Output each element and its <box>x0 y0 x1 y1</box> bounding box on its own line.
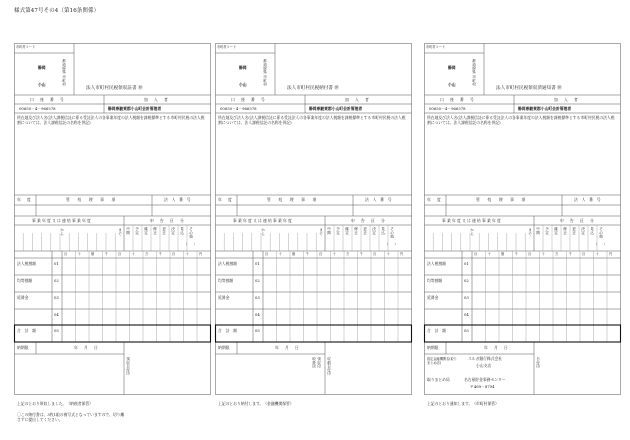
due-date-label: 納期限 <box>17 345 29 350</box>
address-instruction: 所在地及び法人名(法人課税信託に係る受託法人の各事業年度の法人税額を課税標準とする市町村民税の法人税割については、法人課税信託の名称を併記) <box>17 115 205 125</box>
from-label: から <box>60 228 65 236</box>
collection-office-zip: 〒469－8794 <box>470 384 495 389</box>
filing-type-label: 申 告 区 分 <box>150 218 185 223</box>
filing-type-option: その他 <box>189 227 194 238</box>
account-number-label: 口 座 番 号 <box>440 97 475 102</box>
digit-unit-label: 十 <box>595 252 599 256</box>
digit-unit-label: 円 <box>199 252 203 256</box>
address-instruction: 所在地及び法人名(法人課税信託に係る受託法人の各事業年度の法人税額を課税標準とする市町村民税の法人税割については、法人課税信託の名称を併記) <box>427 115 615 125</box>
amount-row-code: 03 <box>255 295 260 300</box>
subscriber-label: 加 入 者 <box>345 97 370 102</box>
office-matters-label: 管 処 理 事 項 <box>267 197 317 202</box>
corporate-number-label: 法 人 番 号 <box>164 197 191 202</box>
amount-row-code: 04 <box>255 312 260 317</box>
filing-type-option: 修正 <box>563 227 568 235</box>
filing-note: （ ） <box>385 242 398 246</box>
digit-unit-label: 十 <box>332 252 336 256</box>
filing-type-option: その他 <box>599 227 604 238</box>
digit-unit-label: 千 <box>514 252 518 256</box>
filing-note: （ ） <box>594 242 607 246</box>
account-number: 00650－4－966578 <box>19 106 56 111</box>
bank-label: 指定金融機関名(取りまとめ店) <box>427 357 457 365</box>
digit-unit-label: 億 <box>501 252 505 256</box>
stamp-side-label: 取扱店 <box>312 357 317 368</box>
filing-type-option: 中間 <box>126 227 131 235</box>
digit-unit-label: 百 <box>319 252 323 256</box>
account-number: 00650－4－966578 <box>429 106 466 111</box>
amount-row-code: 02 <box>464 278 469 283</box>
digit-unit-label: 円 <box>609 252 613 256</box>
filing-type-option: 確定 <box>554 227 559 235</box>
digit-unit-label: 千 <box>104 252 108 256</box>
form-note: 上記のとおり領収しました。（納税者保管） <box>17 401 93 406</box>
digit-unit-label: 十 <box>77 252 81 256</box>
amount-row-label: 延滞金 <box>427 295 439 300</box>
digit-unit-label: 千 <box>305 252 309 256</box>
from-label: から <box>261 228 266 236</box>
prefecture-suffix: 都道府県 <box>263 59 268 74</box>
form-note: 上記のとおり納付します。（金融機関保管） <box>218 401 294 406</box>
to-label: まで <box>118 228 123 236</box>
office-matters-label: 管 処 理 事 項 <box>66 197 116 202</box>
fiscal-year-label: 年 度 <box>218 197 233 202</box>
amount-row-code: 03 <box>464 295 469 300</box>
amount-row-code: 05 <box>255 328 260 333</box>
amount-row-code: 05 <box>464 328 469 333</box>
amount-row-code: 02 <box>255 278 260 283</box>
digit-unit-label: 十 <box>487 252 491 256</box>
digit-unit-label: 百 <box>64 252 68 256</box>
bank-branch: 小山支店 <box>476 363 492 368</box>
office-matters-label: 管 処 理 事 項 <box>476 197 526 202</box>
filing-type-option: 予定 <box>135 227 140 235</box>
business-period-label: 事 業 年 度 又 は 連 結 事 業 年 度 <box>442 218 501 223</box>
city-suffix: 市町村 <box>263 75 268 86</box>
bank-name: スルガ銀行株式会社 <box>468 356 503 361</box>
digit-unit-label: 百 <box>265 252 269 256</box>
filing-type-option: 修正 <box>153 227 158 235</box>
account-number-label: 口 座 番 号 <box>231 97 266 102</box>
filing-type-option: 更正 <box>162 227 167 235</box>
amount-row-label: 合 計 額 <box>427 328 446 333</box>
form-title: 法人市町村民税領収証書 ㊞ <box>86 86 143 91</box>
filing-type-option: 予定 <box>545 227 550 235</box>
digit-unit-label: 円 <box>400 252 404 256</box>
filing-type-option: 見込 <box>590 227 595 235</box>
filing-type-option: 修正 <box>354 227 359 235</box>
digit-unit-label: 百 <box>172 252 176 256</box>
prefecture-suffix: 都道府県 <box>62 59 67 74</box>
fiscal-year-label: 年 度 <box>427 197 442 202</box>
city-code-label: 市町村コード <box>426 45 446 49</box>
digit-unit-label: 十 <box>131 252 135 256</box>
date-stamp-label: 領収日付印 <box>126 357 131 375</box>
filing-type-option: 予定 <box>336 227 341 235</box>
filing-type-option: 決定 <box>171 227 176 235</box>
digit-unit-label: 百 <box>474 252 478 256</box>
amount-row-label: 法人税割額 <box>427 261 446 266</box>
amount-row-label: 延滞金 <box>218 295 230 300</box>
digit-unit-label: 百 <box>373 252 377 256</box>
form-number-header: 様式第47号その4（第16条関係） <box>14 8 100 14</box>
digit-unit-label: 万 <box>346 252 350 256</box>
filing-type-option: 決定 <box>372 227 377 235</box>
due-date-value: 年 月 日 <box>74 345 99 350</box>
form-footnote: 〇この納付書は、3枚1組の複写式となっていますので、切り離さずに提出してください。 <box>17 412 125 422</box>
payment-form-2 <box>215 43 412 406</box>
digit-unit-label: 千 <box>568 252 572 256</box>
city-name: 小山 <box>448 82 456 87</box>
date-stamp-label: 収納日付印 <box>327 357 332 375</box>
form-note: 上記のとおり通知します。（市町村保管） <box>427 401 499 406</box>
amount-row-label: 均等割額 <box>17 278 33 283</box>
digit-unit-label: 百 <box>118 252 122 256</box>
amount-row-label: 延滞金 <box>17 295 29 300</box>
filing-type-option: 見込 <box>381 227 386 235</box>
digit-unit-label: 十 <box>541 252 545 256</box>
from-label: から <box>470 228 475 236</box>
collection-office-name: 名古屋貯金事務センター <box>464 377 506 382</box>
subscriber-label: 加 入 者 <box>554 97 579 102</box>
amount-row-label: 法人税割額 <box>17 261 36 266</box>
digit-unit-label: 億 <box>91 252 95 256</box>
city-suffix: 市町村 <box>62 75 67 86</box>
digit-unit-label: 百 <box>528 252 532 256</box>
filing-type-option: 更正 <box>572 227 577 235</box>
amount-row-code: 01 <box>255 261 260 266</box>
amount-row-code: 04 <box>464 312 469 317</box>
amount-row-code: 01 <box>464 261 469 266</box>
filing-type-option: 更正 <box>363 227 368 235</box>
digit-unit-label: 万 <box>555 252 559 256</box>
to-label: まで <box>528 228 533 236</box>
city-name: 小山 <box>239 82 247 87</box>
digit-unit-label: 十 <box>386 252 390 256</box>
prefecture-name: 静岡 <box>239 65 247 70</box>
amount-row-label: 合 計 額 <box>17 328 36 333</box>
stamp-side-label: 領収印 <box>317 357 322 368</box>
subscriber-name: 静岡県駿東郡小山町会計管理者 <box>108 106 162 111</box>
fiscal-year-label: 年 度 <box>17 197 32 202</box>
prefecture-suffix: 都道府県 <box>472 59 477 74</box>
filing-note: （ ） <box>184 242 197 246</box>
subscriber-name: 静岡県駿東郡小山町会計管理者 <box>309 106 363 111</box>
amount-row-code: 02 <box>54 278 59 283</box>
address-instruction: 所在地及び法人名(法人課税信託に係る受託法人の各事業年度の法人税額を課税標準とする市町村民税の法人税割については、法人課税信託の名称を併記) <box>218 115 406 125</box>
city-code-label: 市町村コード <box>16 45 36 49</box>
digit-unit-label: 万 <box>145 252 149 256</box>
filing-type-option: 中間 <box>536 227 541 235</box>
amount-row-code: 03 <box>54 295 59 300</box>
account-number: 00650－4－966578 <box>220 106 257 111</box>
subscriber-name: 静岡県駿東郡小山町会計管理者 <box>518 106 572 111</box>
amount-row-code: 04 <box>54 312 59 317</box>
filing-type-option: 中間 <box>327 227 332 235</box>
payment-form-3 <box>424 43 621 406</box>
due-date-value: 年 月 日 <box>484 345 509 350</box>
amount-row-label: 均等割額 <box>427 278 443 283</box>
filing-type-option: 見込 <box>180 227 185 235</box>
digit-unit-label: 億 <box>292 252 296 256</box>
filing-type-option: 確定 <box>345 227 350 235</box>
corporate-number-label: 法 人 番 号 <box>365 197 392 202</box>
account-number-label: 口 座 番 号 <box>30 97 65 102</box>
city-name: 小山 <box>38 82 46 87</box>
filing-type-option: 決定 <box>581 227 586 235</box>
amount-row-label: 合 計 額 <box>218 328 237 333</box>
digit-unit-label: 千 <box>158 252 162 256</box>
amount-row-label: 均等割額 <box>218 278 234 283</box>
prefecture-name: 静岡 <box>448 65 456 70</box>
amount-row-code: 05 <box>54 328 59 333</box>
corporate-number-label: 法 人 番 号 <box>574 197 601 202</box>
collection-office-label: 取りまとめ局 <box>427 377 450 382</box>
city-code-label: 市町村コード <box>217 45 237 49</box>
due-date-value: 年 月 日 <box>275 345 300 350</box>
subscriber-label: 加 入 者 <box>144 97 169 102</box>
due-date-label: 納期限 <box>218 345 230 350</box>
due-date-label: 納期限 <box>427 345 439 350</box>
digit-unit-label: 十 <box>278 252 282 256</box>
prefecture-name: 静岡 <box>38 65 46 70</box>
business-period-label: 事 業 年 度 又 は 連 結 事 業 年 度 <box>233 218 292 223</box>
digit-unit-label: 千 <box>359 252 363 256</box>
form-title: 法人市町村民税納付書 ㊞ <box>287 86 339 91</box>
filing-type-label: 申 告 区 分 <box>351 218 386 223</box>
amount-row-label: 法人税割額 <box>218 261 237 266</box>
filing-type-option: 確定 <box>144 227 149 235</box>
digit-unit-label: 十 <box>185 252 189 256</box>
filing-type-label: 申 告 区 分 <box>560 218 595 223</box>
payment-form-1 <box>14 43 211 422</box>
business-period-label: 事 業 年 度 又 は 連 結 事 業 年 度 <box>32 218 91 223</box>
date-stamp-label: 日付印 <box>536 357 541 368</box>
digit-unit-label: 百 <box>582 252 586 256</box>
filing-type-option: その他 <box>390 227 395 238</box>
to-label: まで <box>319 228 324 236</box>
amount-row-code: 01 <box>54 261 59 266</box>
form-title: 法人市町村民税領収済通知書 ㊞ <box>496 86 562 91</box>
city-suffix: 市町村 <box>472 75 477 86</box>
